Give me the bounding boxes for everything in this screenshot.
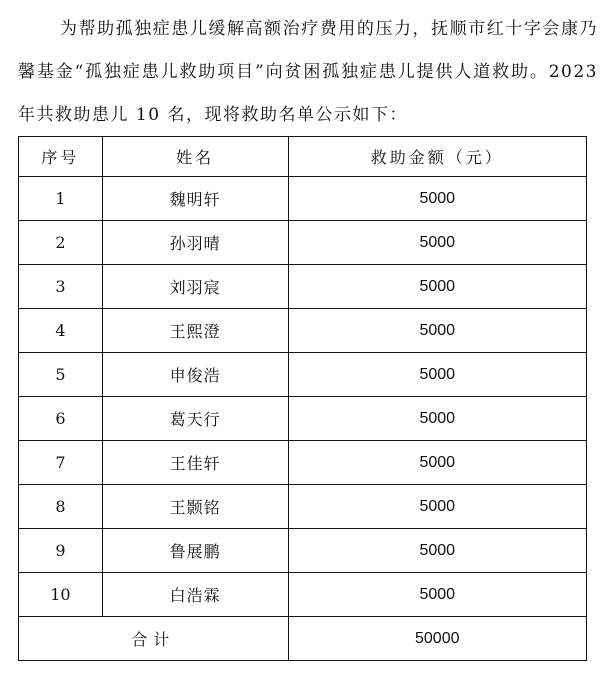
table-total-row [19, 617, 587, 661]
row-name: 王颢铭 [102, 485, 288, 529]
header-name: 姓名 [102, 137, 288, 177]
row-amount: 5000 [288, 573, 587, 617]
row-amount: 5000 [288, 353, 587, 397]
row-index: 7 [19, 441, 103, 485]
row-index: 4 [19, 309, 103, 353]
row-index: 9 [19, 529, 103, 573]
row-amount: 5000 [288, 265, 587, 309]
row-index: 8 [19, 485, 103, 529]
row-amount: 5000 [288, 177, 587, 221]
table-row [19, 221, 587, 265]
table-row [19, 353, 587, 397]
table-row [19, 529, 587, 573]
row-index: 2 [19, 221, 103, 265]
table-row [19, 573, 587, 617]
row-name: 王佳轩 [102, 441, 288, 485]
table-row [19, 177, 587, 221]
row-name: 申俊浩 [102, 353, 288, 397]
table-row [19, 265, 587, 309]
row-name: 葛天行 [102, 397, 288, 441]
total-amount: 50000 [288, 617, 587, 661]
header-amount: 救助金额（元） [288, 137, 587, 177]
aid-recipient-table [18, 136, 587, 661]
row-name: 白浩霖 [102, 573, 288, 617]
table-row [19, 441, 587, 485]
row-name: 刘羽宸 [102, 265, 288, 309]
table-row [19, 485, 587, 529]
row-name: 魏明轩 [102, 177, 288, 221]
row-index: 5 [19, 353, 103, 397]
row-amount: 5000 [288, 397, 587, 441]
table-row [19, 397, 587, 441]
row-index: 3 [19, 265, 103, 309]
row-amount: 5000 [288, 221, 587, 265]
row-amount: 5000 [288, 529, 587, 573]
total-label: 合计 [19, 617, 289, 661]
row-index: 1 [19, 177, 103, 221]
table-row [19, 309, 587, 353]
intro-paragraph: 为帮助孤独症患儿缓解高额治疗费用的压力，抚顺市红十字会康乃馨基金“孤独症患儿救助项目”向贫困孤独症患儿提供人道救助。2023 年共救助患儿 10 名，现将救助名单公示如下： [18, 19, 598, 125]
table-header-row [19, 137, 587, 177]
header-index: 序号 [19, 137, 103, 177]
row-name: 王熙澄 [102, 309, 288, 353]
row-amount: 5000 [288, 309, 587, 353]
row-index: 10 [19, 573, 103, 617]
row-amount: 5000 [288, 485, 587, 529]
row-index: 6 [19, 397, 103, 441]
row-amount: 5000 [288, 441, 587, 485]
row-name: 鲁展鹏 [102, 529, 288, 573]
intro-paragraph-block [18, 8, 598, 137]
row-name: 孙羽晴 [102, 221, 288, 265]
